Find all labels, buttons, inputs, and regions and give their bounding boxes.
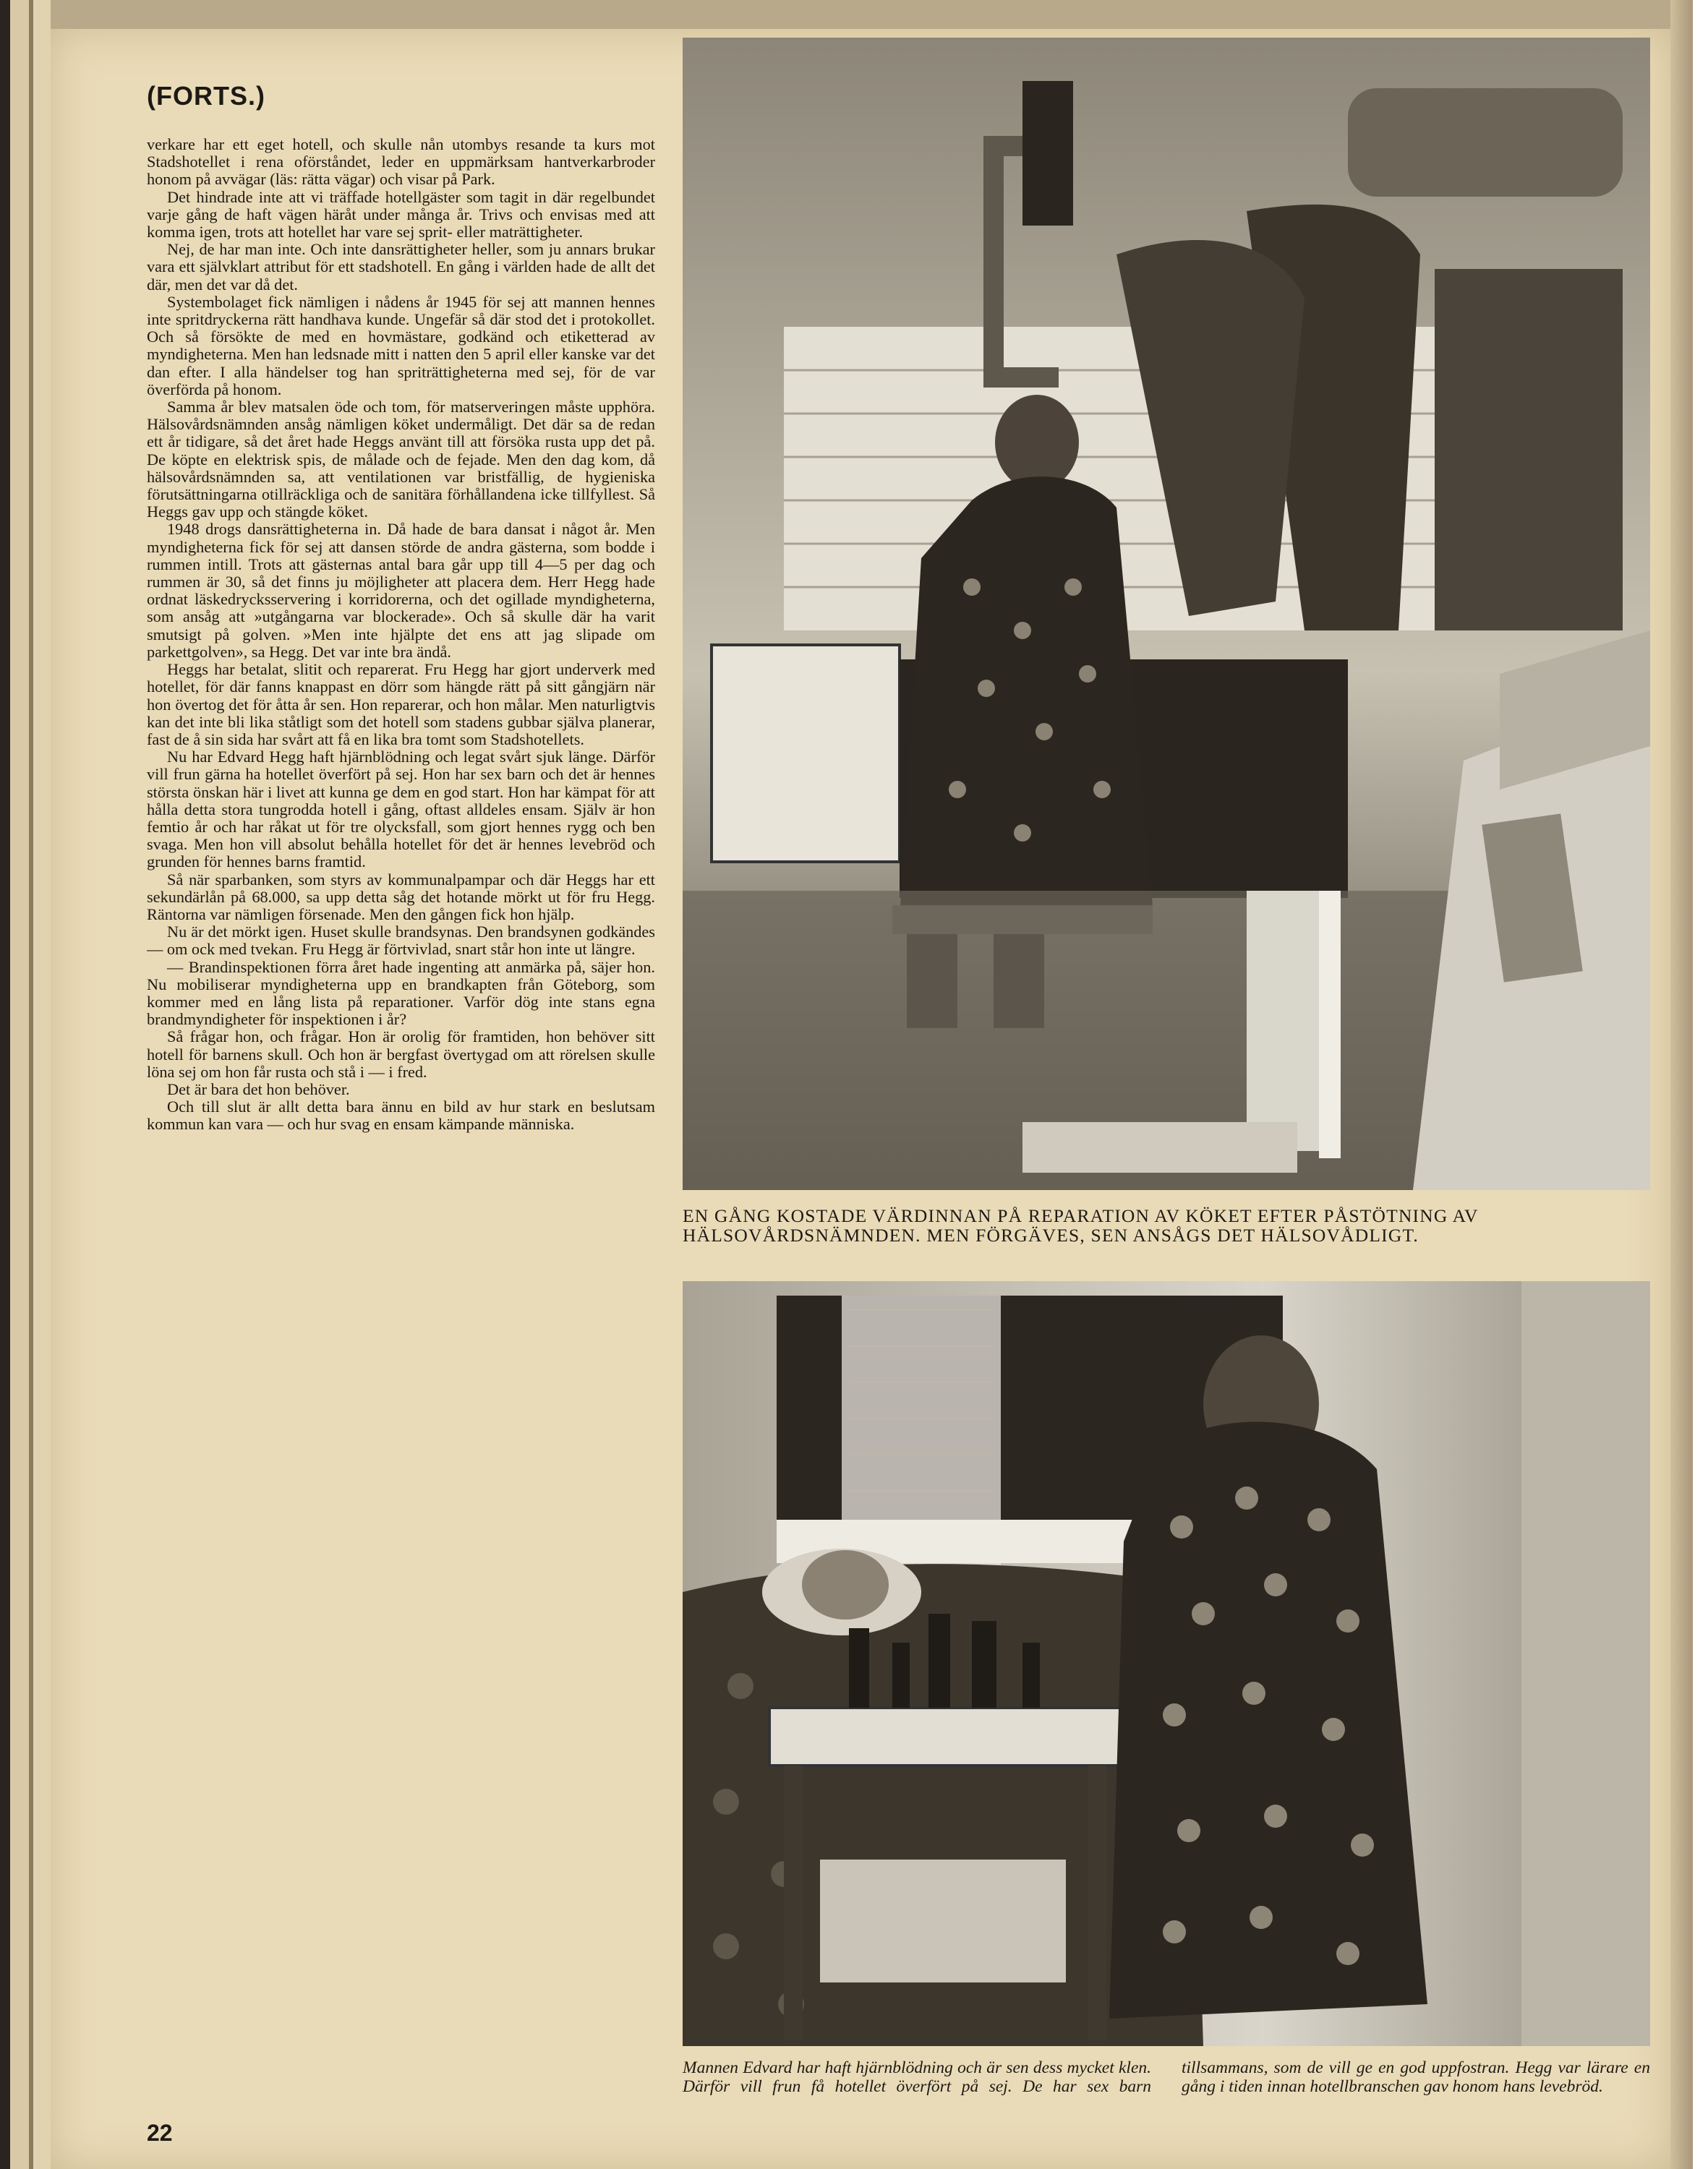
article-paragraph: Så frågar hon, och frågar. Hon är orolig för framtiden, hon behöver sitt hotell för barnens skull. Och hon är bergfast övertygad om att rörelsen skulle löna sej om hon får rusta och stå i — i fred. bbox=[147, 1027, 655, 1081]
sickbed-photo bbox=[683, 1281, 1650, 2046]
article-body bbox=[147, 136, 655, 2102]
article-paragraph: Nu är det mörkt igen. Huset skulle brandsynas. Den brandsynen godkändes — om ock med tvekan. Fru Hegg är förtvivlad, snart står hon inte ut längre. bbox=[147, 923, 655, 959]
article-paragraph: — Brandinspektionen förra året hade ingenting att anmärka på, säjer hon. Nu mobiliserar myndigheterna upp en brandkapten från Göteborg, som kommer med en lång lista på reparationer. Varför dög inte stans egna brandmyndigheter för inspektionen i år? bbox=[147, 957, 655, 1029]
kitchen-photo-caption: EN GÅNG KOSTADE VÄRDINNAN PÅ REPARATION AV KÖKET EFTER PÅSTÖTNING AV HÄLSOVÅRDSNÄMNDEN. MEN FÖRGÄVES, SEN ANSÅGS DET HÄLSOVÅDLIGT. bbox=[683, 1205, 1479, 1246]
facing-page-edge bbox=[1670, 0, 1708, 2169]
continued-label: (FORTS.) bbox=[147, 81, 265, 111]
article-paragraph: Systembolaget fick nämligen i nådens år 1945 för sej att mannen hennes inte spritdryckerna rätt handhava kunde. Ungefär så där stod det i protokollet. Och så försökte de med en hovmästare, godkänd och etiketterad av myndigheterna. Men han ledsnade mitt i natten den 5 april eller kanske var det dan efter. I alla händelser tog han spriträttigheterna med sej, för de var överförda på honom. bbox=[147, 292, 655, 398]
article-paragraph: Heggs har betalat, slitit och reparerat. Fru Hegg har gjort underverk med hotellet, för där fanns knappast en dörr som hängde rätt på sitt gångjärn när hon övertog det för åtta år sen. Hon reparerar, och hon målar. Men naturligtvis kan det inte bli lika ståtligt som det hotell som stadens gubbar själva planerar, fast de å sin sida har svårt att få en lika bra tomt som Stadshotellets. bbox=[147, 660, 655, 748]
article-paragraph: Nu har Edvard Hegg haft hjärnblödning och legat svårt sjuk länge. Därför vill frun gärna ha hotellet överfört på sej. Hon har sex barn och det är hennes största önskan här i livet att kunna ge dem en god start. Hon har kämpat för att hålla detta stora tungrodda hotell i gång, oftast alldeles ensam. Själv är hon femtio år och har råkat ut för tre olycksfall, som gjort hennes rygg och ben svaga. Men hon vill absolut behålla hotellet för det är hennes levebröd och grunden för hennes barns framtid. bbox=[147, 748, 655, 871]
article-paragraph: Samma år blev matsalen öde och tom, för matserveringen måste upphöra. Hälsovårdsnämnden ansåg nämligen köket undermåligt. Det där sa de redan ett år tidigare, så det året hade Heggs använt till att försöka rusta upp det på. De köpte en elektrisk spis, de målade och de fejade. Men den dag kom, då hälsovårdsnämnden sa, att ventilationen var bristfällig, de hygieniska förutsättningarna otillräckliga och de sanitära förhållandena icke tillfyllest. Så Heggs gav upp och stängde köket. bbox=[147, 398, 655, 521]
article-paragraph: Det hindrade inte att vi träffade hotellgäster som tagit in där regelbundet varje gång de haft vägen häråt under många år. Trivs och envisas med att komma igen, trots att hotellet har vare sej sprit- eller maträttigheter. bbox=[147, 187, 655, 241]
article-paragraph: 1948 drogs dansrättigheterna in. Då hade de bara dansat i något år. Men myndigheterna fick för sej att dansen störde de andra gästerna, som bodde i rummen intill. Trots att gästernas antal bara går upp till 4—5 per dag och rummen är 30, så det finns ju möjligheter att placera dem. Herr Hegg hade ordnat läskedrycksservering i korridorerna, och det ogillade myndigheterna, som ansåg att »utgångarna var blockerade». Och så skulle där ha varit smutsigt på golven. »Men inte hjälpte det ens att jag slipade om parkettgolven», sa Hegg. Det var inte bra ändå. bbox=[147, 520, 655, 661]
article-paragraph: verkare har ett eget hotell, och skulle nån utombys resande ta kurs mot Stadshotellet i rena oförståndet, leder en uppmärksam hantverkarbroder honom på avvägar (läs: rätta vägar) och visar på Park. bbox=[147, 136, 655, 189]
binding-spine bbox=[0, 0, 51, 2169]
article-paragraph: Så när sparbanken, som styrs av kommunalpampar och där Heggs har ett sekundärlån på 68.000, sa upp detta såg det hotande mörkt ut för fru Hegg. Räntorna var nämligen försenade. Men den gången fick hon hjälp. bbox=[147, 870, 655, 923]
article-paragraph: Det är bara det hon behöver. bbox=[167, 1079, 350, 1098]
article-paragraph: Nej, de har man inte. Och inte dansrättigheter heller, som ju annars brukar vara ett självklart attribut för ett stadshotell. En gång i världen hade de allt det där, men det var då det. bbox=[147, 240, 655, 294]
sickbed-photo-caption: Mannen Edvard har haft hjärnblödning och är sen dess mycket klen. Därför vill frun få hotellet överfört på sej. De har sex barn tillsammans, som de vill ge en god uppfostran. Hegg var lärare en gång i tiden innan hotellbranschen gav honom hans levebröd. bbox=[683, 2058, 1650, 2096]
page-number: 22 bbox=[147, 2120, 173, 2146]
kitchen-photo bbox=[683, 38, 1650, 1190]
article-paragraph: Och till slut är allt detta bara ännu en bild av hur stark en beslutsam kommun kan vara — och hur svag en ensam kämpande människa. bbox=[147, 1098, 655, 1134]
